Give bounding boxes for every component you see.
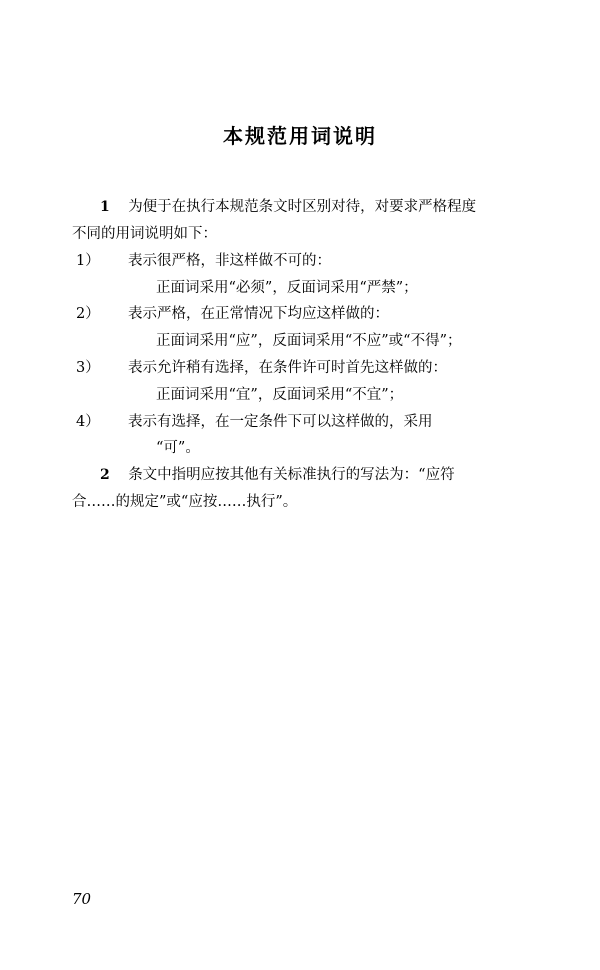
list-item-text: 表示严格，在正常情况下均应这样做的： <box>128 306 389 323</box>
list-item-subtext: 正面词采用“宜”，反面词采用“不宜”； <box>156 386 404 403</box>
section-2-lead-text: 条文中指明应按其他有关标准执行的写法为：“应符 <box>128 467 455 484</box>
document-body <box>72 194 528 516</box>
page-title: 本规范用词说明 <box>223 124 377 148</box>
list-item-marker: 4） <box>76 413 100 430</box>
list-item-marker: 1） <box>76 252 100 269</box>
list-item-subtext: 正面词采用“应”，反面词采用“不应”或“不得”； <box>156 333 462 350</box>
list-item-line <box>72 301 528 328</box>
section-2-lead-cont: 合……的规定”或“应按……执行”。 <box>72 494 298 511</box>
section-2-number: 2 <box>100 467 110 484</box>
list-item-text: 表示允许稍有选择，在条件许可时首先这样做的： <box>128 359 447 376</box>
document-page <box>0 122 600 970</box>
section-1 <box>72 194 528 462</box>
list-item-marker: 2） <box>76 306 100 323</box>
list-item <box>72 409 528 463</box>
list-item-subtext: “可”。 <box>156 440 200 457</box>
list-item-text: 表示很严格，非这样做不可的： <box>128 252 331 269</box>
list-item-line <box>72 248 528 275</box>
section-2 <box>72 462 528 516</box>
section-1-lead-text: 为便于在执行本规范条文时区别对待，对要求严格程度 <box>128 199 477 215</box>
section-1-number: 1 <box>100 199 110 215</box>
section-2-lead-line <box>72 462 528 489</box>
list-item-subtext: 正面词采用“必须”，反面词采用“严禁”； <box>156 279 418 296</box>
page-number: 70 <box>72 890 92 908</box>
section-1-lead-line <box>72 194 528 221</box>
list-item <box>72 248 528 302</box>
list-item-text: 表示有选择，在一定条件下可以这样做的，采用 <box>128 413 433 430</box>
list-item-marker: 3） <box>76 359 100 376</box>
section-1-lead-cont: 不同的用词说明如下： <box>72 225 217 242</box>
list-item-line <box>72 409 528 436</box>
section-1-list <box>72 248 528 463</box>
list-item <box>72 355 528 409</box>
list-item <box>72 301 528 355</box>
list-item-line <box>72 355 528 382</box>
